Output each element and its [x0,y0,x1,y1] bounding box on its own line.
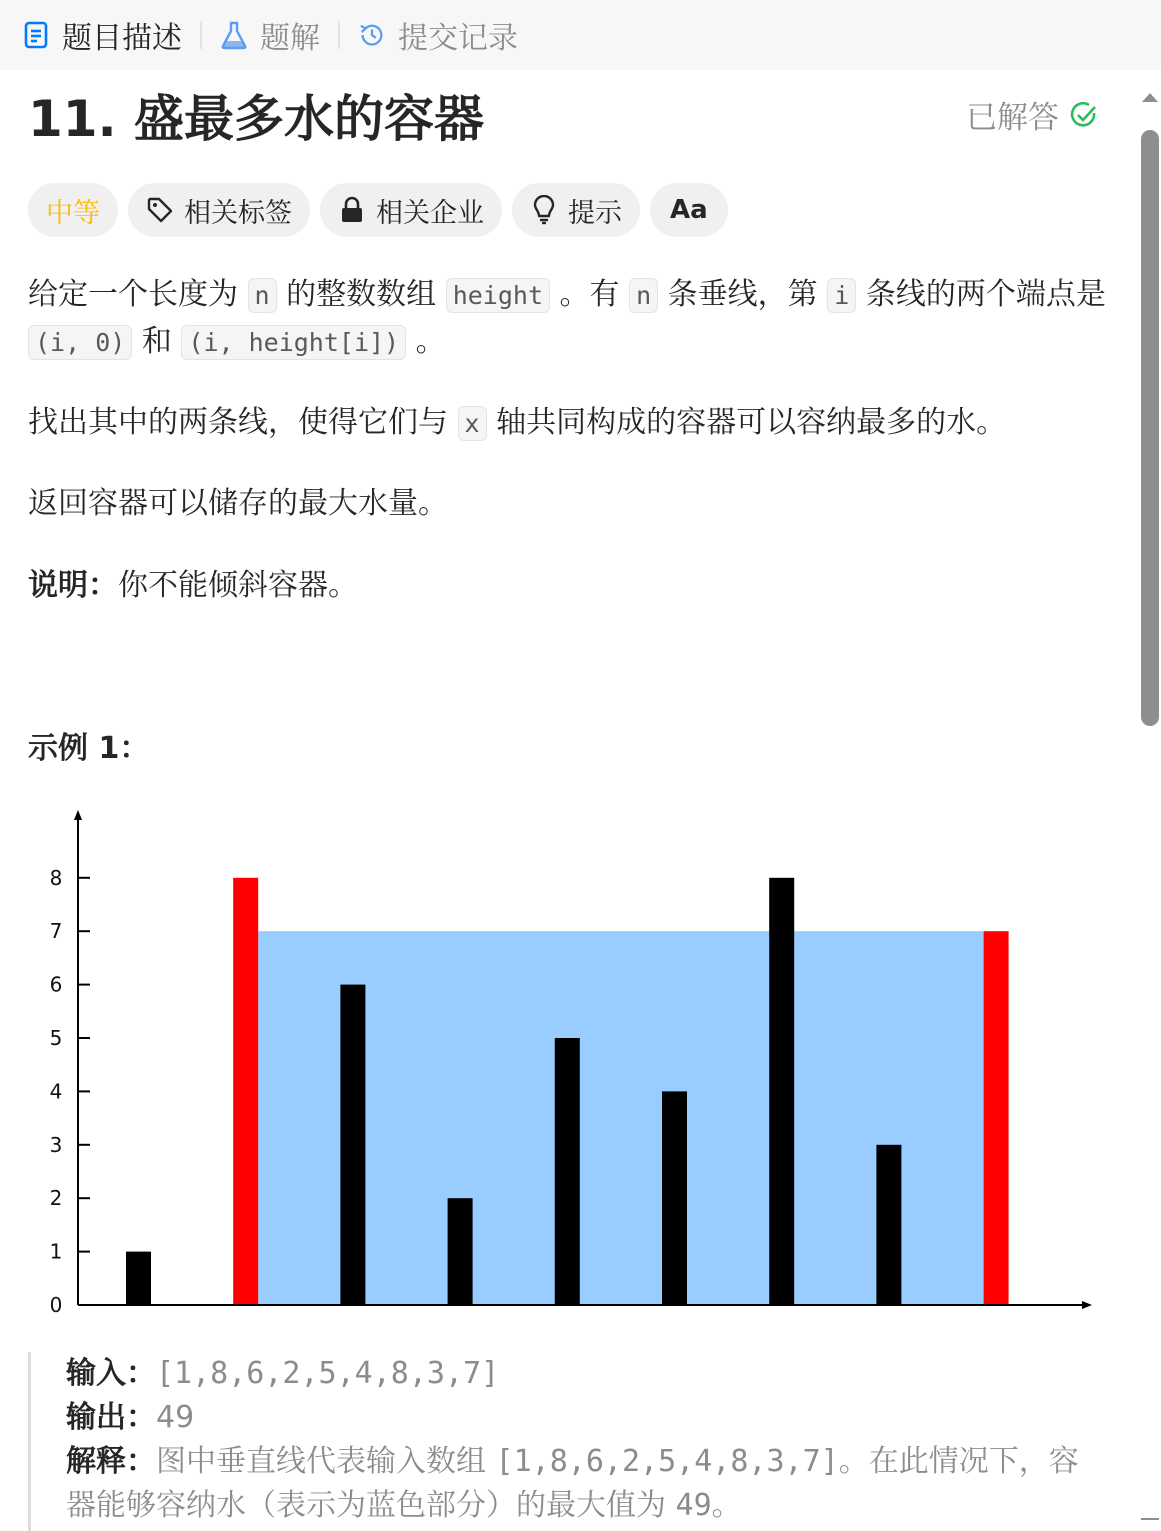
y-tick-label: 2 [49,1186,63,1211]
y-tick-label: 3 [49,1132,63,1157]
description-note [28,563,1108,609]
scroll-up-arrow-icon[interactable] [1141,88,1159,107]
example-chart [0,800,1110,1330]
flask-icon [220,21,248,49]
desc-text: 条线的两个端点是 [856,277,1106,312]
height-bar [769,878,794,1305]
height-bar [555,1038,580,1305]
description-paragraph-1 [28,272,1108,366]
tab-description[interactable] [22,0,182,70]
inline-code: n [629,278,658,313]
font-icon: Aa [670,195,708,225]
related-companies-label: 相关企业 [376,197,484,229]
height-bar [448,1198,473,1305]
tab-divider [200,21,202,49]
explanation-text: 。 [711,1488,742,1523]
explanation-text: 图中垂直线代表输入数组 [156,1444,496,1479]
scroll-down-arrow-icon[interactable] [1141,1518,1159,1520]
inline-code: (i, height[i]) [181,325,406,360]
y-tick-label: 6 [49,972,63,997]
desc-text: 的整数数组 [276,277,446,312]
desc-text: 。 [406,324,446,359]
explanation-label: 解释： [66,1444,156,1479]
hint-button[interactable] [512,183,640,237]
container-wall-bar [984,931,1009,1305]
tab-submissions-label: 提交记录 [398,21,518,56]
problem-tab-bar [0,0,1161,70]
problem-title: 11. 盛最多水的容器 [28,90,484,148]
explanation-text: 。在此情况下，容器能够容纳水（表示为蓝色部分）的最大值为 [66,1444,1079,1523]
y-tick-label: 1 [49,1239,63,1264]
tab-submissions[interactable] [358,0,518,70]
output-value: 49 [156,1400,195,1435]
height-bar [340,985,365,1305]
desc-text: 轴共同构成的容器可以容纳最多的水。 [486,405,1007,440]
desc-text: 找出其中的两条线，使得它们与 [28,405,458,440]
tab-solutions-label: 题解 [260,21,320,56]
inline-code: x [458,406,487,441]
container-wall-bar [233,878,258,1305]
y-tick-label: 4 [49,1079,63,1104]
solved-status [966,92,1099,137]
y-tick-label: 0 [49,1293,63,1317]
description-icon [22,21,50,49]
input-value: [1,8,6,2,5,4,8,3,7] [156,1356,500,1391]
inline-code: (i, 0) [28,325,132,360]
y-axis-arrow [74,810,82,820]
difficulty-badge[interactable]: 中等 [28,183,118,237]
note-label: 说明： [28,568,118,603]
font-settings-button[interactable] [650,183,728,237]
tab-description-label: 题目描述 [62,21,182,56]
solved-status-label: 已解答 [966,100,1059,136]
example-block [28,1352,1108,1531]
related-tags-button[interactable] [128,183,310,237]
explanation-value: 49 [675,1488,712,1523]
lightbulb-icon [530,196,558,224]
scrollbar-thumb[interactable] [1141,130,1159,726]
lock-icon [338,196,366,224]
description-paragraph-3: 返回容器可以储存的最大水量。 [28,486,448,521]
height-bar [126,1252,151,1305]
tab-solutions[interactable] [220,0,320,70]
check-circle-icon [1069,100,1099,130]
water-area [258,931,983,1305]
output-label: 输出： [66,1400,156,1435]
tag-icon [146,196,174,224]
y-tick-label: 5 [49,1026,63,1050]
inline-code: height [446,278,550,313]
explanation-array: [1,8,6,2,5,4,8,3,7] [495,1444,839,1479]
example-input-line [66,1352,1108,1396]
problem-tags [28,183,728,237]
example-explanation [66,1440,1108,1528]
tab-divider [338,21,340,49]
example-output-line [66,1396,1108,1440]
related-companies-button[interactable] [320,183,502,237]
related-tags-label: 相关标签 [184,197,292,229]
description-paragraph-2 [28,400,1108,447]
height-bar [662,1091,687,1305]
inline-code: i [827,278,856,313]
desc-text: 和 [132,324,182,359]
note-text: 你不能倾斜容器。 [118,568,358,603]
input-label: 输入： [66,1356,156,1391]
x-axis-arrow [1082,1301,1092,1309]
inline-code: n [248,278,277,313]
example-heading: 示例 1： [28,731,150,766]
desc-text: 条垂线，第 [658,277,828,312]
desc-text: 给定一个长度为 [28,277,248,312]
hint-label: 提示 [568,197,622,229]
y-tick-label: 7 [49,919,63,944]
height-bar [876,1145,901,1305]
y-tick-label: 8 [49,865,63,890]
desc-text: 。有 [550,277,630,312]
history-icon [358,21,386,49]
